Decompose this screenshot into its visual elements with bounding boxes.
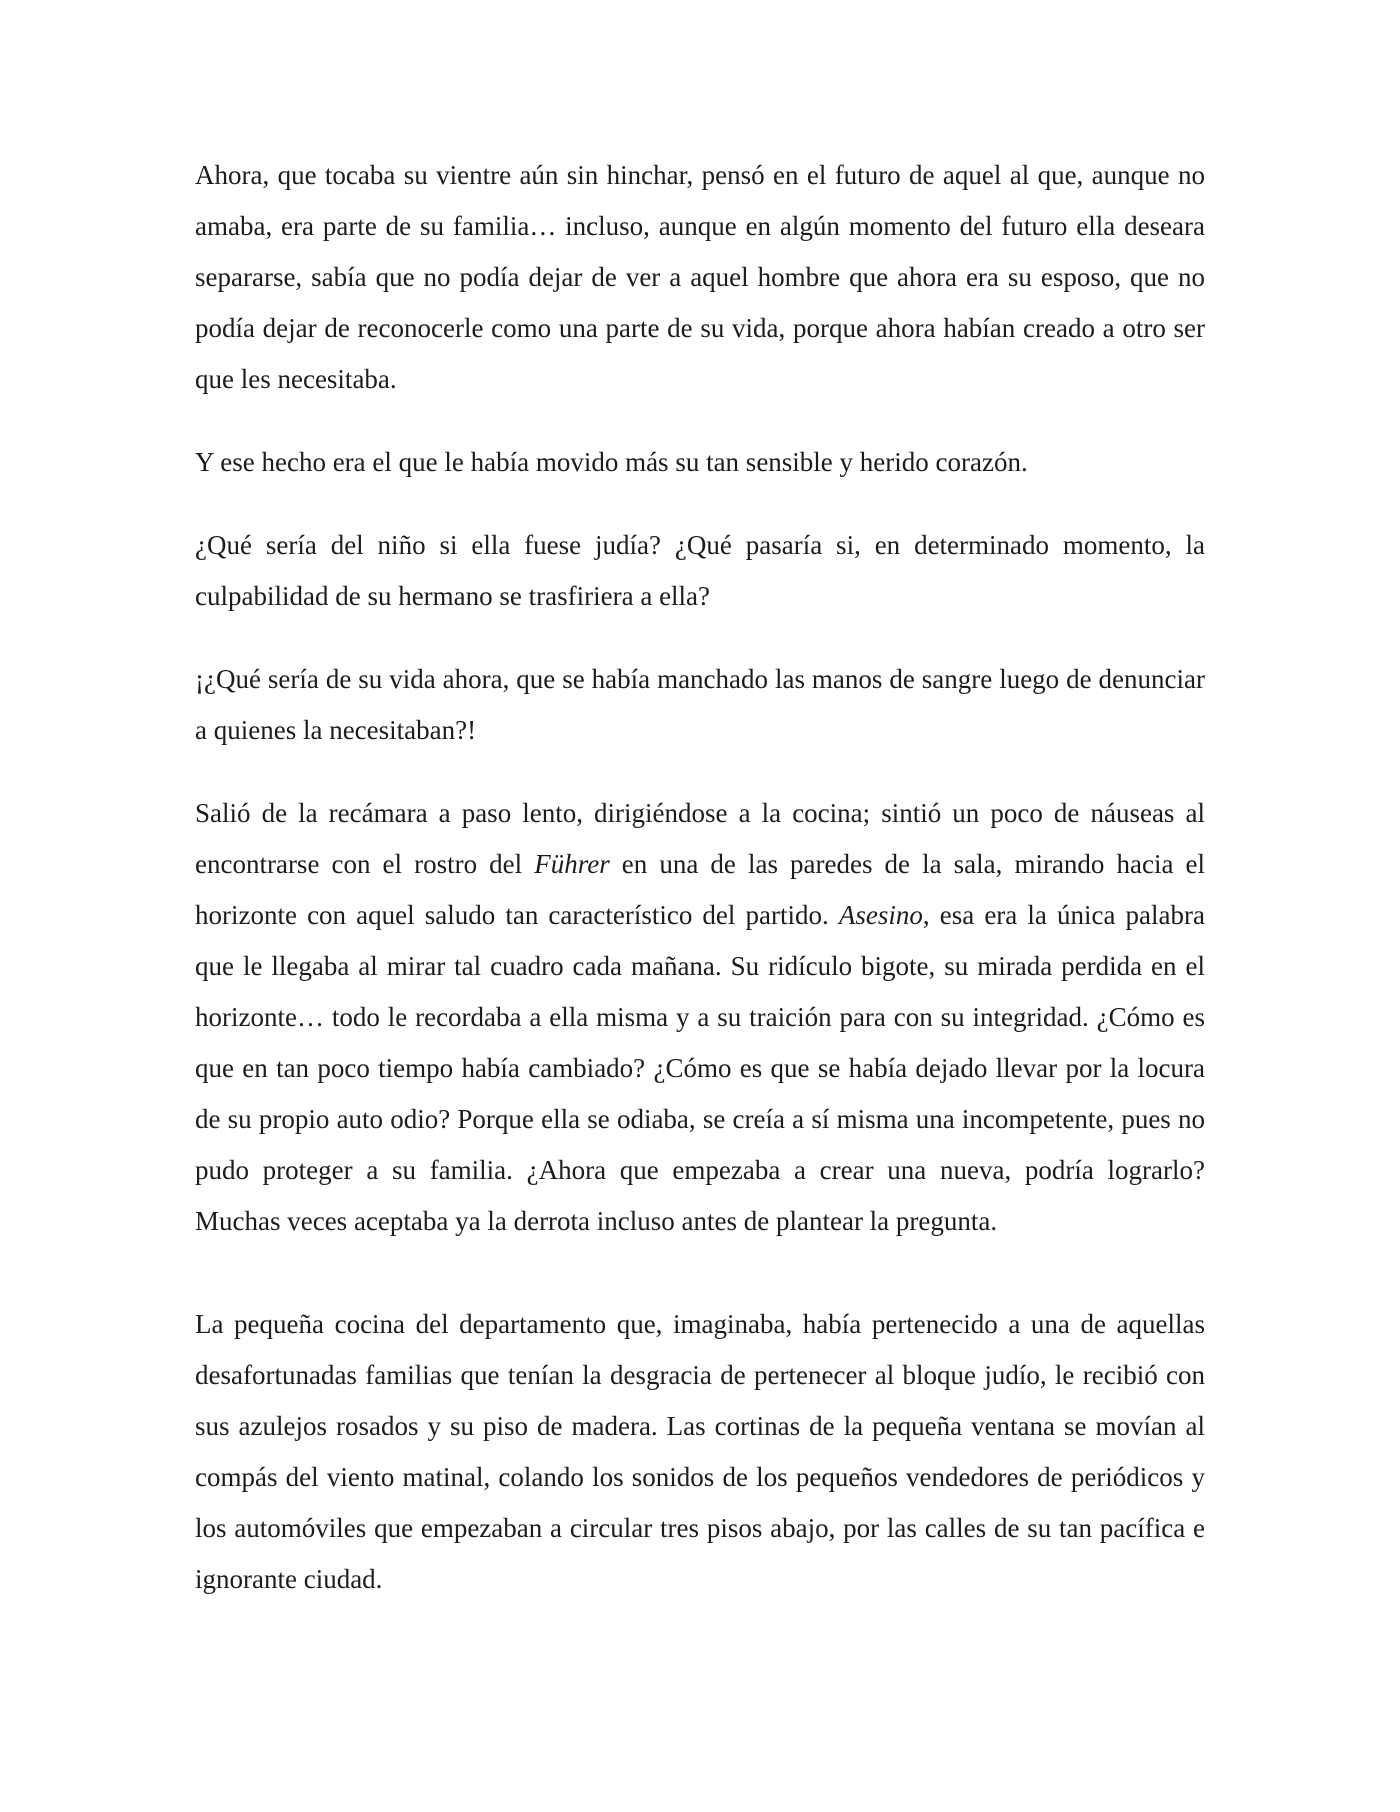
italic-term-asesino: Asesino	[838, 900, 923, 930]
paragraph-5	[195, 788, 1205, 1247]
paragraph-1	[195, 150, 1205, 405]
paragraph-text: ¿Qué sería del niño si ella fuese judía? ¿Qué pasaría si, en determinado momento, la culpabilidad de su hermano se trasfiriera a ella?	[195, 530, 1205, 611]
paragraph-6	[195, 1299, 1205, 1605]
paragraph-2	[195, 437, 1205, 488]
paragraph-text: , esa era la única palabra que le llegaba al mirar tal cuadro cada mañana. Su ridículo bigote, su mirada perdida en el horizonte… todo le recordaba a ella misma y a su traición para con su integridad. ¿Cómo es que en tan poco tiempo había cambiado? ¿Cómo es que se había dejado llevar por la locura de su propio auto odio? Porque ella se odiaba, se creía a sí misma una incompetente, pues no pudo proteger a su familia. ¿Ahora que empezaba a crear una nueva, podría lograrlo? Muchas veces aceptaba ya la derrota incluso antes de plantear la pregunta.	[195, 900, 1205, 1236]
paragraph-text: Salió de la recámara a paso lento, dirigiéndose a la cocina; sintió un poco de náuseas al encontrarse con el rostro del	[195, 798, 1205, 879]
paragraph-text: Y ese hecho era el que le había movido más su tan sensible y herido corazón.	[195, 447, 1028, 477]
paragraph-text: en una de las paredes de la sala, mirando hacia el horizonte con aquel saludo tan característico del partido.	[195, 849, 1206, 930]
paragraph-3	[195, 520, 1205, 622]
paragraph-4	[195, 654, 1205, 756]
paragraph-text: La pequeña cocina del departamento que, imaginaba, había pertenecido a una de aquellas desafortunadas familias que tenían la desgracia de pertenecer al bloque judío, le recibió con sus azulejos rosados y su piso de madera. Las cortinas de la pequeña ventana se movían al compás del viento matinal, colando los sonidos de los pequeños vendedores de periódicos y los automóviles que empezaban a circular tres pisos abajo, por las calles de su tan pacífica e ignorante ciudad.	[195, 1309, 1205, 1594]
document-page	[195, 150, 1205, 1637]
italic-term-fuhrer: Führer	[534, 849, 610, 879]
paragraph-text: ¡¿Qué sería de su vida ahora, que se había manchado las manos de sangre luego de denunciar a quienes la necesitaban?!	[195, 664, 1205, 745]
paragraph-text: Ahora, que tocaba su vientre aún sin hinchar, pensó en el futuro de aquel al que, aunque no amaba, era parte de su familia… incluso, aunque en algún momento del futuro ella deseara separarse, sabía que no podía dejar de ver a aquel hombre que ahora era su esposo, que no podía dejar de reconocerle como una parte de su vida, porque ahora habían creado a otro ser que les necesitaba.	[195, 160, 1205, 394]
